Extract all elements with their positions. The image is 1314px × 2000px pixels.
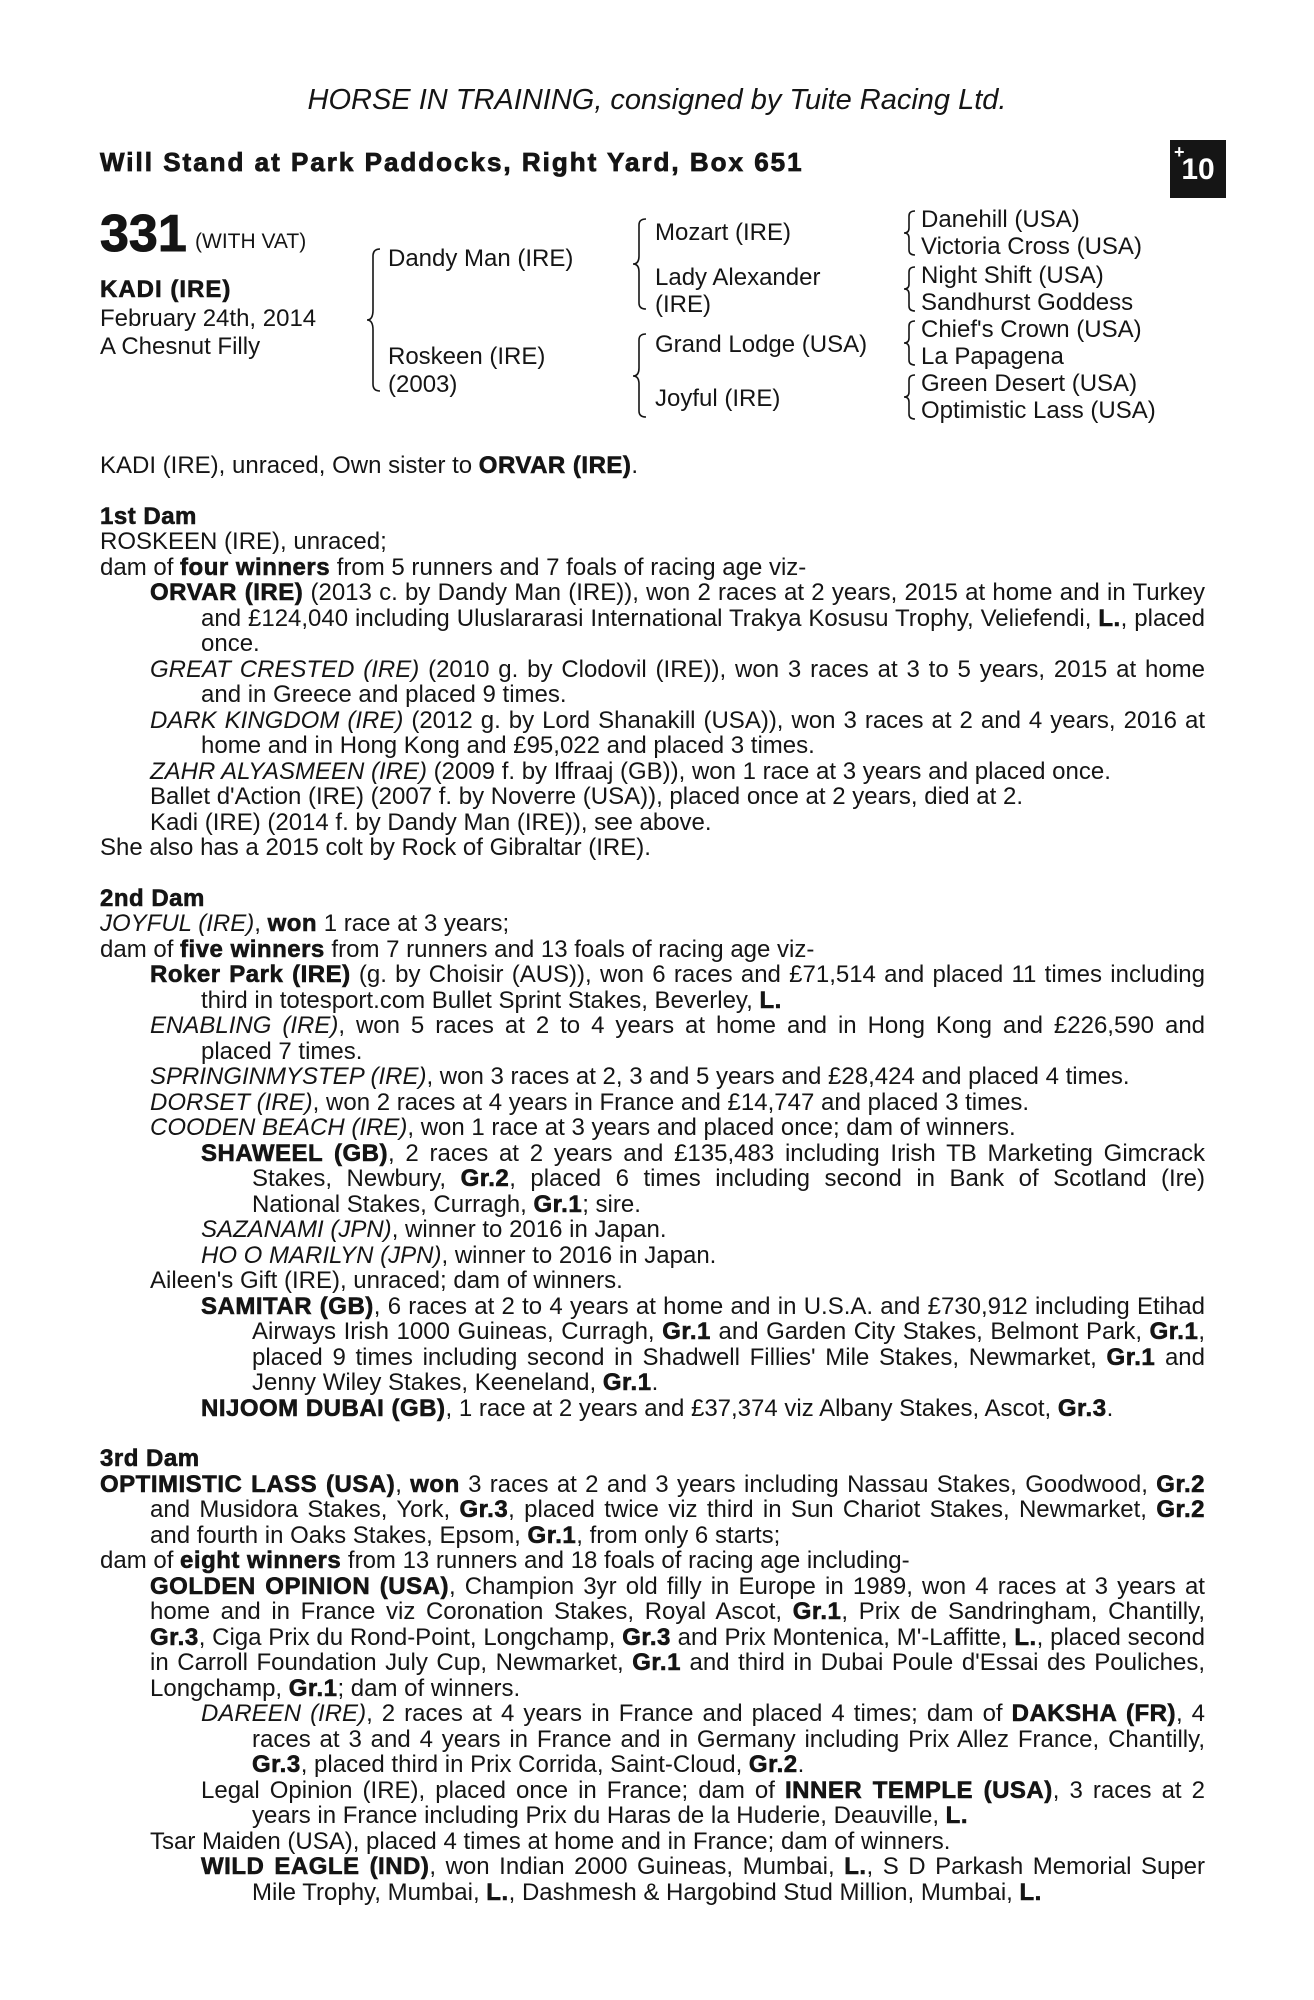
- horse-name: KADI (IRE): [100, 276, 232, 303]
- produce-entry: GREAT CRESTED (IRE) (2010 g. by Clodovil (IRE)), won 3 races at 3 to 5 years, 2015 at home and in Greece and placed 9 times.: [150, 655, 1206, 708]
- grand-produce-entry: HO O MARILYN (JPN), winner to 2016 in Japan.: [201, 1241, 717, 1269]
- pedigree-dsd: La Papagena: [921, 343, 1064, 370]
- produce-entry: DARK KINGDOM (IRE) (2012 g. by Lord Shanakill (USA)), won 3 races at 2 and 4 years, 2016 at home and in Hong Kong and £95,022 and placed 3 times.: [150, 706, 1205, 759]
- second-dam-line: JOYFUL (IRE), won 1 race at 3 years;: [100, 910, 510, 937]
- second-dam-produce: dam of five winners from 7 runners and 13 foals of racing age viz-: [100, 935, 815, 963]
- pedigree-sdd: Sandhurst Goddess: [921, 289, 1134, 316]
- produce-entry: Ballet d'Action (IRE) (2007 f. by Noverre (USA)), placed once at 2 years, died at 2.: [150, 783, 1023, 810]
- pedigree-dss: Chief's Crown (USA): [921, 316, 1142, 343]
- grand-produce-entry: SAZANAMI (JPN), winner to 2016 in Japan.: [201, 1216, 667, 1243]
- horse-description: A Chesnut Filly: [100, 333, 261, 360]
- produce-entry: GOLDEN OPINION (USA), Champion 3yr old filly in Europe in 1989, won 4 races at 3 years at home and in France viz Coronation Stakes, Royal Ascot, Gr.1, Prix de Sandringham, Chantilly, Gr.3, Ciga Prix du Rond-Point, Longchamp, Gr.3 and Prix Montenica, M'-Laffitte, L., placed second in Carroll Foundation July Cup, Newmarket, Gr.1 and third in Dubai Poule d'Essai des Pouliches, Longchamp, Gr.1; dam of winners.: [150, 1572, 1206, 1702]
- lot-number: 331: [100, 205, 187, 263]
- grand-produce-entry: DAREEN (IRE), 2 races at 4 years in France and placed 4 times; dam of DAKSHA (FR), 4 races at 3 and 4 years in France and in Germany including Prix Allez France, Chantilly, Gr.3, placed third in Prix Corrida, Saint-Cloud, Gr.2.: [201, 1700, 1206, 1778]
- first-dam-line: ROSKEEN (IRE), unraced;: [100, 528, 387, 555]
- pedigree-dam-year: (2003): [388, 371, 458, 398]
- first-dam-produce: dam of four winners from 5 runners and 7 foals of racing age viz-: [100, 553, 807, 581]
- badge-value: 10: [1181, 153, 1215, 186]
- foaled-date: February 24th, 2014: [100, 305, 317, 332]
- badge-plus: +: [1174, 142, 1185, 162]
- catalogue-body: [100, 453, 1205, 1905]
- pedigree-sire: Dandy Man (IRE): [388, 245, 574, 272]
- third-dam-heading: 3rd Dam: [100, 1445, 200, 1472]
- pedigree-dam-dam: Joyful (IRE): [655, 385, 781, 412]
- first-dam-heading: 1st Dam: [100, 502, 197, 530]
- second-dam-heading: 2nd Dam: [100, 884, 205, 912]
- pedigree-dds: Green Desert (USA): [921, 370, 1138, 397]
- pedigree-bracket-dam: [632, 333, 648, 419]
- grand-produce-entry: NIJOOM DUBAI (GB), 1 race at 2 years and £37,374 viz Albany Stakes, Ascot, Gr.3.: [201, 1394, 1114, 1422]
- first-dam-footer: She also has a 2015 colt by Rock of Gibraltar (IRE).: [100, 834, 651, 861]
- stable-location: Will Stand at Park Paddocks, Right Yard, Box 651: [100, 147, 804, 177]
- produce-entry: SPRINGINMYSTEP (IRE), won 3 races at 2, 3 and 5 years and £28,424 and placed 4 times.: [150, 1063, 1130, 1090]
- grand-produce-entry: SHAWEEL (GB), 2 races at 2 years and £135,483 including Irish TB Marketing Gimcrack Stakes, Newbury, Gr.2, placed 6 times including second in Bank of Scotland (Ire) National Stakes, Curragh, Gr.1; sire.: [201, 1139, 1205, 1218]
- pedigree-ssd: Victoria Cross (USA): [921, 233, 1142, 260]
- produce-entry: ENABLING (IRE), won 5 races at 2 to 4 years at home and in Hong Kong and £226,590 and placed 7 times.: [150, 1012, 1206, 1065]
- produce-entry: Roker Park (IRE) (g. by Choisir (AUS)), won 6 races and £71,514 and placed 11 times including third in totesport.com Bullet Sprint Stakes, Beverley, L.: [150, 961, 1205, 1014]
- pedigree-sire-dam-l2: (IRE): [655, 291, 711, 318]
- produce-entry: DORSET (IRE), won 2 races at 4 years in France and £14,747 and placed 3 times.: [150, 1088, 1030, 1116]
- third-dam-line: OPTIMISTIC LASS (USA), won 3 races at 2 and 3 years including Nassau Stakes, Goodwood, Gr.2 and Musidora Stakes, York, Gr.3, placed twice viz third in Sun Chariot Stakes, Newmarket, Gr.2 and fourth in Oaks Stakes, Epsom, Gr.1, from only 6 starts;: [100, 1470, 1206, 1549]
- produce-entry: ZAHR ALYASMEEN (IRE) (2009 f. by Iffraaj (GB)), won 1 race at 3 years and placed once.: [150, 757, 1111, 785]
- pedigree-sss: Danehill (USA): [921, 206, 1080, 233]
- vat-badge: [1170, 140, 1226, 198]
- pedigree-bracket-g3: [903, 320, 917, 366]
- pedigree-dam-sire: Grand Lodge (USA): [655, 331, 868, 358]
- lot-vat: (WITH VAT): [195, 230, 307, 253]
- produce-entry: COODEN BEACH (IRE), won 1 race at 3 years and placed once; dam of winners.: [150, 1114, 1016, 1141]
- produce-entry: Tsar Maiden (USA), placed 4 times at home and in France; dam of winners.: [150, 1827, 951, 1855]
- page-title: HORSE IN TRAINING, consigned by Tuite Racing Ltd.: [307, 84, 1007, 116]
- intro-line: KADI (IRE), unraced, Own sister to ORVAR (IRE).: [100, 452, 639, 479]
- pedigree-bracket-g4: [903, 374, 917, 420]
- grand-produce-entry: Legal Opinion (IRE), placed once in France; dam of INNER TEMPLE (USA), 3 races at 2 years in France including Prix du Haras de la Huderie, Deauville, L.: [201, 1776, 1205, 1829]
- pedigree-bracket-g1: [903, 210, 917, 256]
- pedigree-sds: Night Shift (USA): [921, 262, 1104, 289]
- pedigree-sire-sire: Mozart (IRE): [655, 219, 792, 246]
- grand-produce-entry: SAMITAR (GB), 6 races at 2 to 4 years at home and in U.S.A. and £730,912 including Etihad Airways Irish 1000 Guineas, Curragh, Gr.1 and Garden City Stakes, Belmont Park, Gr.1, placed 9 times including second in Shadwell Fillies' Mile Stakes, Newmarket, Gr.1 and Jenny Wiley Stakes, Keeneland, Gr.1.: [201, 1292, 1205, 1396]
- produce-entry: Kadi (IRE) (2014 f. by Dandy Man (IRE)), see above.: [150, 808, 712, 836]
- produce-entry: Aileen's Gift (IRE), unraced; dam of winners.: [150, 1267, 623, 1294]
- third-dam-produce: dam of eight winners from 13 runners and 18 foals of racing age including-: [100, 1547, 910, 1574]
- produce-entry: ORVAR (IRE) (2013 c. by Dandy Man (IRE)), won 2 races at 2 years, 2015 at home and in Turkey and £124,040 including Uluslararasi International Trakya Kosusu Trophy, Veliefendi, L., placed once.: [150, 579, 1205, 657]
- pedigree-bracket-sire: [632, 218, 648, 312]
- pedigree-sire-dam-l1: Lady Alexander: [655, 264, 821, 291]
- pedigree-bracket-main: [366, 248, 382, 393]
- pedigree-ddd: Optimistic Lass (USA): [921, 397, 1156, 424]
- pedigree-dam-name: Roskeen (IRE): [388, 343, 546, 370]
- pedigree-bracket-g2: [903, 266, 917, 312]
- grand-produce-entry: WILD EAGLE (IND), won Indian 2000 Guineas, Mumbai, L., S D Parkash Memorial Super Mile Trophy, Mumbai, L., Dashmesh & Hargobind Stud Million, Mumbai, L.: [201, 1853, 1206, 1906]
